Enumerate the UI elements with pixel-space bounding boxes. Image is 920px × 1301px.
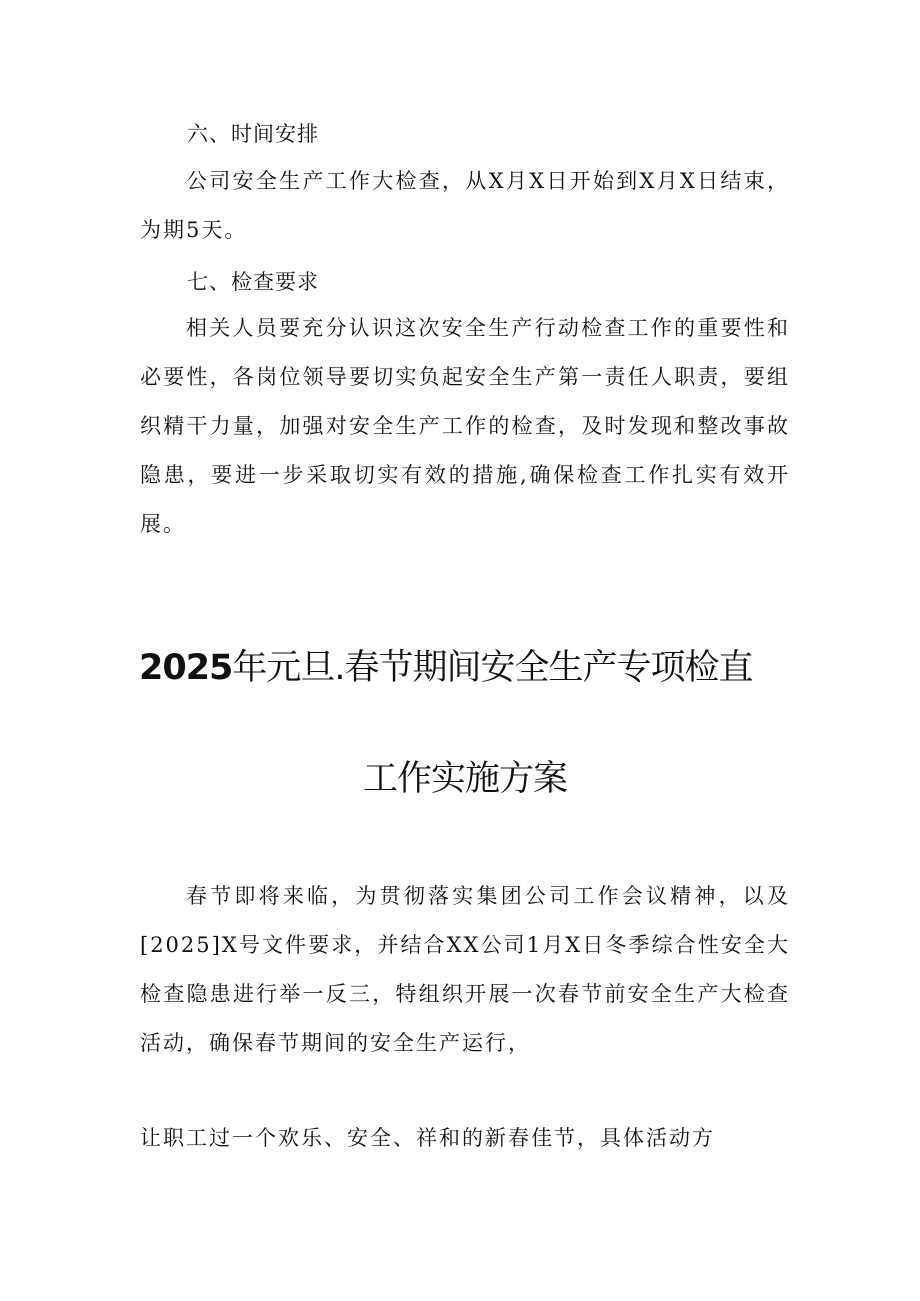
section-heading-time: 六、时间安排 xyxy=(187,122,319,146)
document-title-line-1 xyxy=(139,640,753,690)
document-title-line-2: 工作实施方案 xyxy=(363,759,568,799)
title-year: 2025 xyxy=(139,648,233,688)
title-line-1-text: 年元旦.春节期间安全生产专项检直 xyxy=(232,648,753,688)
section-body-requirements: 相关人员要充分认识这次安全生产行动检查工作的重要性和必要性，各岗位领导要切实负起安全生产第一责任人职责，要组织精干力量，加强对安全生产工作的检查，及时发现和整改事故隐患，要进一步采取切实有效的措施,确保检查工作扎实有效开展。 xyxy=(140,316,790,536)
intro-paragraph-continued: 让职工过一个欢乐、安全、祥和的新春佳节，具体活动方 xyxy=(140,1126,715,1150)
intro-paragraph: 春节即将来临，为贯彻落实集团公司工作会议精神，以及[2025]X号文件要求，并结合XX公司1月X日冬季综合性安全大检查隐患进行举一反三，特组织开展一次春节前安全生产大检查活动，确保春节期间的安全生产运行， xyxy=(140,884,790,1055)
section-heading-requirements: 七、检查要求 xyxy=(187,270,319,294)
section-body-time: 公司安全生产工作大检查，从X月X日开始到X月X日结束，为期5天。 xyxy=(140,169,790,242)
